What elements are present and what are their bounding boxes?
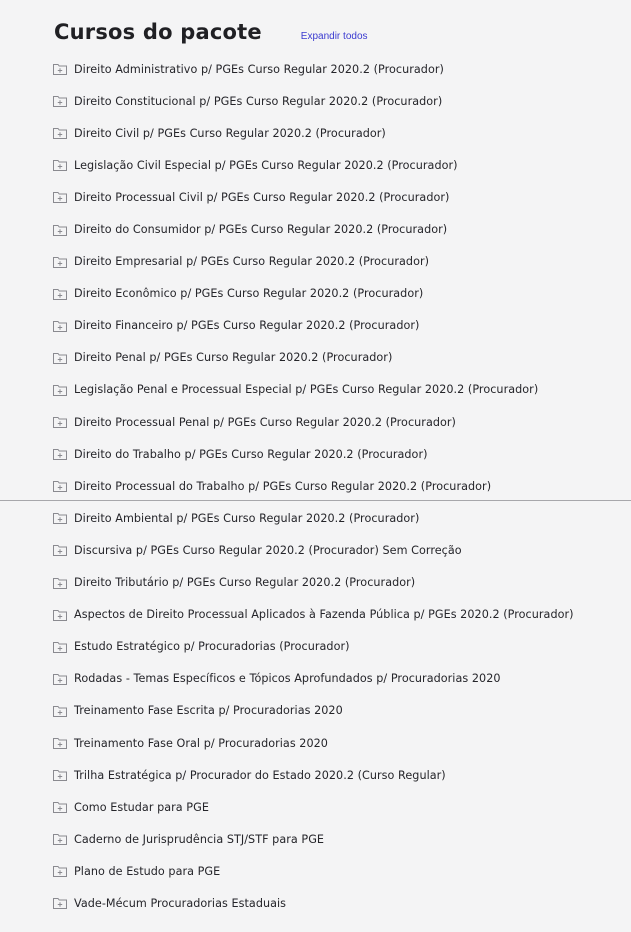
course-label: Rodadas - Temas Específicos e Tópicos Aprofundados p/ Procuradorias 2020 (74, 672, 501, 686)
expand-all-link[interactable]: Expandir todos (300, 31, 368, 42)
course-label: Aspectos de Direito Processual Aplicados à Fazenda Pública p/ PGEs 2020.2 (Procurador) (74, 608, 574, 622)
folder-plus-icon (53, 801, 67, 813)
course-label: Direito Ambiental p/ PGEs Curso Regular 2020.2 (Procurador) (74, 511, 420, 525)
folder-plus-icon (53, 288, 67, 300)
folder-plus-icon (53, 769, 67, 781)
course-item[interactable] (53, 342, 574, 374)
course-item[interactable] (53, 406, 574, 438)
course-label: Caderno de Jurisprudência STJ/STF para PGE (74, 832, 325, 846)
course-label: Direito Empresarial p/ PGEs Curso Regular 2020.2 (Procurador) (74, 255, 430, 269)
course-label: Direito Tributário p/ PGEs Curso Regular 2020.2 (Procurador) (74, 576, 416, 590)
folder-plus-icon (53, 673, 67, 685)
course-label: Direito Constitucional p/ PGEs Curso Regular 2020.2 (Procurador) (74, 94, 443, 108)
course-label: Direito do Consumidor p/ PGEs Curso Regular 2020.2 (Procurador) (74, 223, 448, 237)
course-label: Estudo Estratégico p/ Procuradorias (Procurador) (74, 640, 350, 654)
folder-plus-icon (53, 833, 67, 845)
course-label: Treinamento Fase Oral p/ Procuradorias 2020 (74, 736, 328, 750)
folder-plus-icon (53, 224, 67, 236)
folder-plus-icon (53, 127, 67, 139)
folder-plus-icon (53, 737, 67, 749)
course-label: Direito do Trabalho p/ PGEs Curso Regular 2020.2 (Procurador) (74, 447, 428, 461)
course-label: Direito Econômico p/ PGEs Curso Regular 2020.2 (Procurador) (74, 287, 424, 301)
course-label: Direito Processual do Trabalho p/ PGEs Curso Regular 2020.2 (Procurador) (74, 479, 492, 493)
course-item[interactable] (53, 502, 574, 534)
folder-plus-icon (53, 352, 67, 364)
folder-plus-icon (53, 448, 67, 460)
course-label: Direito Penal p/ PGEs Curso Regular 2020.2 (Procurador) (74, 351, 393, 365)
course-label: Direito Financeiro p/ PGEs Curso Regular 2020.2 (Procurador) (74, 319, 420, 333)
folder-plus-icon (53, 512, 67, 524)
course-item[interactable] (53, 53, 574, 85)
course-item[interactable] (53, 823, 574, 855)
course-item[interactable] (53, 374, 574, 406)
course-item[interactable] (53, 887, 574, 919)
course-item[interactable] (53, 149, 574, 181)
course-item[interactable] (53, 791, 574, 823)
course-item[interactable] (53, 213, 574, 245)
course-item[interactable] (53, 181, 574, 213)
folder-plus-icon (53, 480, 67, 492)
course-label: Trilha Estratégica p/ Procurador do Estado 2020.2 (Curso Regular) (74, 768, 446, 782)
course-item[interactable] (53, 310, 574, 342)
course-label: Direito Processual Penal p/ PGEs Curso Regular 2020.2 (Procurador) (74, 415, 456, 429)
divider (0, 500, 631, 501)
folder-plus-icon (53, 705, 67, 717)
folder-plus-icon (53, 544, 67, 556)
course-label: Direito Processual Civil p/ PGEs Curso Regular 2020.2 (Procurador) (74, 190, 450, 204)
folder-plus-icon (53, 63, 67, 75)
course-item[interactable] (53, 117, 574, 149)
folder-plus-icon (53, 191, 67, 203)
folder-plus-icon (53, 865, 67, 877)
folder-plus-icon (53, 897, 67, 909)
course-item[interactable] (53, 599, 574, 631)
course-item[interactable] (53, 855, 574, 887)
course-label: Legislação Civil Especial p/ PGEs Curso Regular 2020.2 (Procurador) (74, 158, 458, 172)
course-item[interactable] (53, 759, 574, 791)
course-label: Direito Civil p/ PGEs Curso Regular 2020.2 (Procurador) (74, 126, 386, 140)
course-item[interactable] (53, 246, 574, 278)
course-item[interactable] (53, 695, 574, 727)
course-item[interactable] (53, 663, 574, 695)
folder-plus-icon (53, 256, 67, 268)
course-item[interactable] (53, 631, 574, 663)
folder-plus-icon (53, 609, 67, 621)
course-item[interactable] (53, 567, 574, 599)
course-label: Vade-Mécum Procuradorias Estaduais (74, 896, 287, 910)
course-label: Como Estudar para PGE (74, 800, 209, 814)
course-item[interactable] (53, 278, 574, 310)
course-item[interactable] (53, 727, 574, 759)
folder-plus-icon (53, 384, 67, 396)
course-list (53, 53, 574, 920)
course-label: Plano de Estudo para PGE (74, 864, 221, 878)
course-item[interactable] (53, 534, 574, 566)
folder-plus-icon (53, 641, 67, 653)
course-label: Direito Administrativo p/ PGEs Curso Regular 2020.2 (Procurador) (74, 62, 444, 76)
course-item[interactable] (53, 438, 574, 470)
course-item[interactable] (53, 85, 574, 117)
course-label: Discursiva p/ PGEs Curso Regular 2020.2 (Procurador) Sem Correção (74, 543, 462, 557)
folder-plus-icon (53, 320, 67, 332)
folder-plus-icon (53, 159, 67, 171)
folder-plus-icon (53, 577, 67, 589)
folder-plus-icon (53, 416, 67, 428)
course-label: Treinamento Fase Escrita p/ Procuradorias 2020 (74, 704, 343, 718)
package-header (54, 20, 368, 44)
folder-plus-icon (53, 95, 67, 107)
course-label: Legislação Penal e Processual Especial p/ PGEs Curso Regular 2020.2 (Procurador) (74, 383, 539, 397)
page-title: Cursos do pacote (54, 20, 262, 44)
course-item[interactable] (53, 470, 574, 502)
